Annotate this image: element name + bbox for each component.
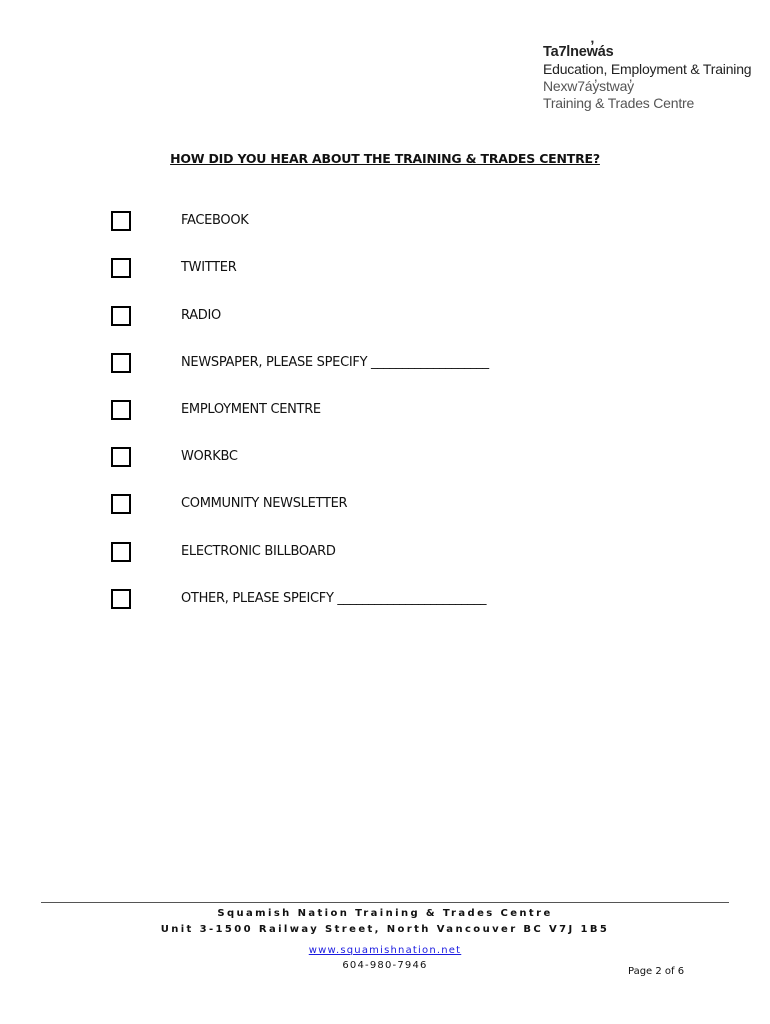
org-name: Ta7lnew̓ás: [543, 44, 614, 60]
checkbox-electronic-billboard[interactable]: [111, 542, 131, 562]
centre-name-english: Training & Trades Centre: [543, 95, 695, 111]
footer: [0, 906, 770, 973]
website-link[interactable]: www.squamishnation.net: [308, 945, 462, 956]
option-community-newsletter[interactable]: [111, 494, 631, 518]
checkbox-twitter[interactable]: [111, 258, 131, 278]
option-label: RADIO: [181, 308, 221, 323]
checkbox-newspaper[interactable]: [111, 353, 131, 373]
option-label: EMPLOYMENT CENTRE: [181, 402, 321, 417]
footer-address: Unit 3-1500 Railway Street, North Vancouver BC V7J 1B5: [160, 924, 610, 935]
option-label: NEWSPAPER, PLEASE SPECIFY ___________________: [181, 355, 489, 370]
option-workbc[interactable]: [111, 447, 631, 471]
option-label: ELECTRONIC BILLBOARD: [181, 544, 336, 559]
checkbox-facebook[interactable]: [111, 211, 131, 231]
option-employment-centre[interactable]: [111, 400, 631, 424]
option-label: OTHER, PLEASE SPEICFY ________________________: [181, 591, 487, 606]
option-electronic-billboard[interactable]: [111, 542, 631, 566]
option-label: TWITTER: [181, 260, 237, 275]
option-label: WORKBC: [181, 449, 238, 464]
department-name: Education, Employment & Training: [543, 61, 752, 77]
option-radio[interactable]: [111, 306, 631, 330]
phone-number: 604-980-7946: [342, 960, 428, 971]
option-label: COMMUNITY NEWSLETTER: [181, 496, 348, 511]
checkbox-community-newsletter[interactable]: [111, 494, 131, 514]
footer-divider: [41, 902, 729, 903]
centre-name-indigenous: Nexw7áy̓stway̓: [543, 78, 634, 94]
checkbox-other[interactable]: [111, 589, 131, 609]
footer-org-name: Squamish Nation Training & Trades Centre: [217, 908, 553, 919]
checkbox-workbc[interactable]: [111, 447, 131, 467]
option-facebook[interactable]: [111, 211, 631, 235]
form-title: HOW DID YOU HEAR ABOUT THE TRAINING & TRADES CENTRE?: [170, 151, 600, 166]
checkbox-employment-centre[interactable]: [111, 400, 131, 420]
option-other[interactable]: [111, 589, 631, 613]
page-number: Page 2 of 6: [628, 966, 685, 977]
option-label: FACEBOOK: [181, 213, 249, 228]
option-newspaper[interactable]: [111, 353, 631, 377]
option-twitter[interactable]: [111, 258, 631, 282]
checkbox-radio[interactable]: [111, 306, 131, 326]
